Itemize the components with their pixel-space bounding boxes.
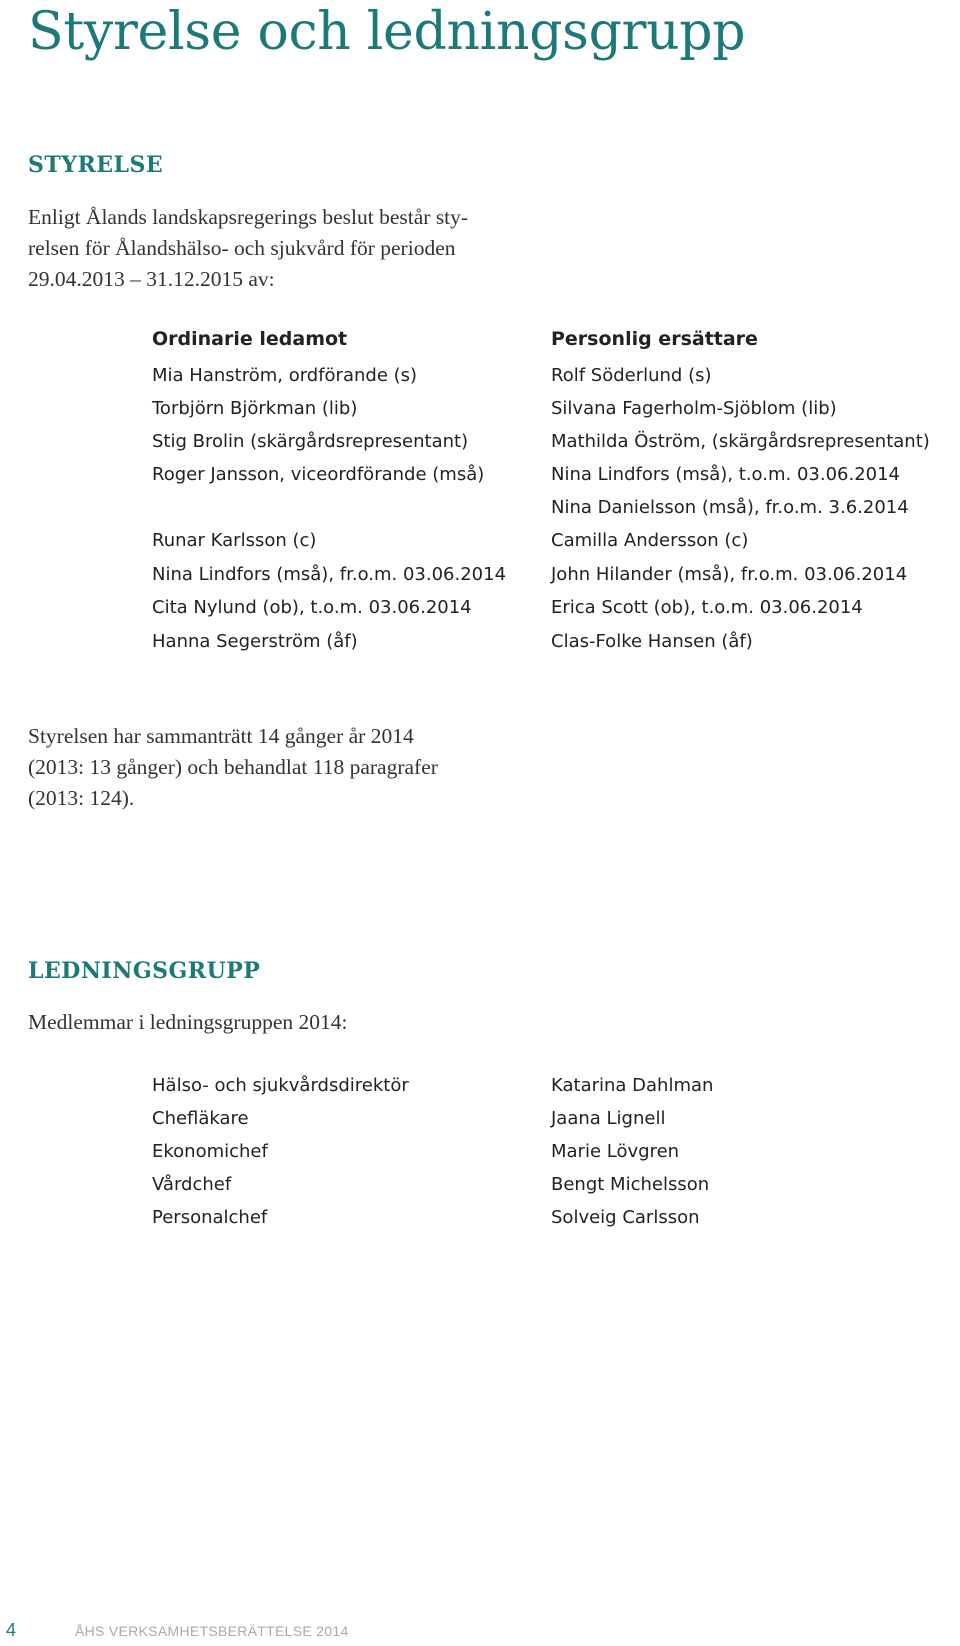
list-item: Jaana Lignell bbox=[551, 1108, 666, 1129]
styrelse-heading: STYRELSE bbox=[28, 152, 164, 178]
list-item: Hälso- och sjukvårdsdirektör bbox=[152, 1075, 409, 1096]
list-item: Erica Scott (ob), t.o.m. 03.06.2014 bbox=[551, 597, 863, 618]
list-item: Mia Hanström, ordförande (s) bbox=[152, 365, 418, 386]
ledningsgrupp-intro bbox=[28, 1007, 347, 1038]
list-item: Katarina Dahlman bbox=[551, 1075, 714, 1096]
list-item: Cita Nylund (ob), t.o.m. 03.06.2014 bbox=[152, 597, 472, 618]
intro-line: relsen för Ålandshälso- och sjukvård för perioden bbox=[28, 236, 456, 260]
list-item: Bengt Michelsson bbox=[551, 1174, 710, 1195]
intro-line: 29.04.2013 – 31.12.2015 av: bbox=[28, 267, 275, 291]
list-item: Runar Karlsson (c) bbox=[152, 530, 317, 551]
list-item: John Hilander (mså), fr.o.m. 03.06.2014 bbox=[551, 564, 908, 585]
list-item: Personalchef bbox=[152, 1207, 268, 1228]
list-item: Nina Danielsson (mså), fr.o.m. 3.6.2014 bbox=[551, 497, 909, 518]
list-item: Nina Lindfors (mså), t.o.m. 03.06.2014 bbox=[551, 464, 901, 485]
page-number: 4 bbox=[6, 1620, 17, 1640]
page-title: Styrelse och ledningsgrupp bbox=[28, 2, 746, 62]
summary-line: (2013: 124). bbox=[28, 786, 135, 810]
list-item: Clas-Folke Hansen (åf) bbox=[551, 631, 753, 652]
list-item: Solveig Carlsson bbox=[551, 1207, 700, 1228]
summary-line: (2013: 13 gånger) och behandlat 118 paragrafer bbox=[28, 755, 438, 779]
list-item: Roger Jansson, viceordförande (mså) bbox=[152, 464, 485, 485]
ordinarie-ledamot-header: Ordinarie ledamot bbox=[152, 328, 348, 350]
list-item: Hanna Segerström (åf) bbox=[152, 631, 358, 652]
list-item: Chefläkare bbox=[152, 1108, 249, 1129]
list-item: Torbjörn Björkman (lib) bbox=[152, 398, 358, 419]
list-item: Stig Brolin (skärgårdsrepresentant) bbox=[152, 431, 469, 452]
styrelse-intro bbox=[28, 202, 468, 295]
intro-line: Enligt Ålands landskapsregerings beslut består sty- bbox=[28, 205, 469, 229]
list-item: Nina Lindfors (mså), fr.o.m. 03.06.2014 bbox=[152, 564, 507, 585]
list-item: Vårdchef bbox=[152, 1174, 232, 1195]
personlig-ersattare-header: Personlig ersättare bbox=[551, 328, 758, 350]
styrelse-summary bbox=[28, 721, 438, 814]
list-item: Silvana Fagerholm-Sjöblom (lib) bbox=[551, 398, 837, 419]
list-item: Rolf Söderlund (s) bbox=[551, 365, 712, 386]
intro-line: Medlemmar i ledningsgruppen 2014: bbox=[28, 1010, 348, 1034]
list-item: Mathilda Öström, (skärgårdsrepresentant) bbox=[551, 431, 930, 452]
publication-title: ÅHS VERKSAMHETSBERÄTTELSE 2014 bbox=[75, 1623, 349, 1639]
list-item: Ekonomichef bbox=[152, 1141, 268, 1162]
list-item: Marie Lövgren bbox=[551, 1141, 680, 1162]
list-item: Camilla Andersson (c) bbox=[551, 530, 749, 551]
ledningsgrupp-heading: LEDNINGSGRUPP bbox=[28, 958, 261, 984]
page-footer bbox=[0, 1620, 960, 1646]
summary-line: Styrelsen har sammanträtt 14 gånger år 2014 bbox=[28, 724, 414, 748]
